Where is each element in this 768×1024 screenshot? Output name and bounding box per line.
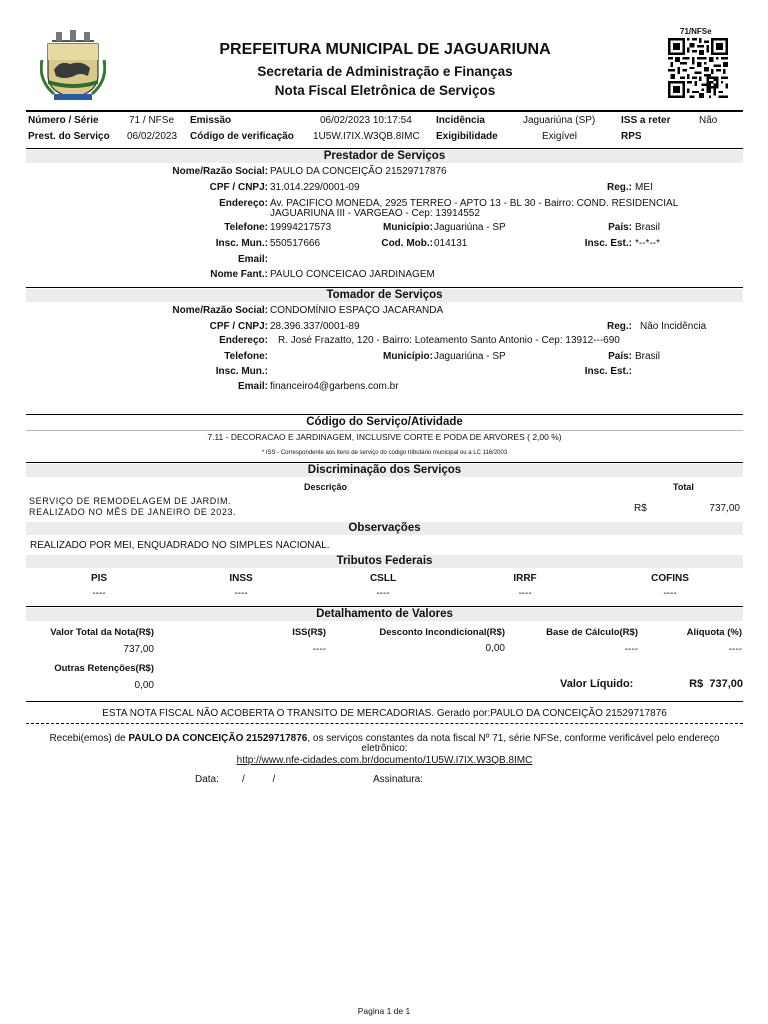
qr-code bbox=[668, 38, 728, 98]
tributo-csll-label: CSLL bbox=[369, 573, 397, 584]
secretariat-title: Secretaria de Administração e Finanças bbox=[257, 64, 513, 79]
base-value: ---- bbox=[624, 644, 638, 655]
valores-title: Detalhamento de Valores bbox=[26, 608, 743, 621]
prestador-cpf-value: 31.014.229/0001-09 bbox=[270, 182, 360, 193]
tributo-pis-label: PIS bbox=[90, 573, 108, 584]
discriminacao-title: Discriminação dos Serviços bbox=[26, 464, 743, 477]
tomador-endereco-label: Endereço: bbox=[219, 335, 268, 346]
servico-descricao: 7.11 - DECORACAO E JARDINAGEM, INCLUSIVE CORTE E PODA DE ARVORES ( 2,00 %) bbox=[207, 432, 562, 442]
tomador-endereco-value: R. José Frazatto, 120 - Bairro: Loteamento Santo Antonio - Cep: 13912---690 bbox=[278, 335, 620, 346]
tomador-insc-mun-label: Insc. Mun.: bbox=[215, 366, 268, 377]
exigibilidade-label: Exigibilidade bbox=[436, 131, 498, 142]
prestador-reg-label: Reg.: bbox=[607, 182, 632, 193]
observacoes-text: REALIZADO POR MEI, ENQUADRADO NO SIMPLES NACIONAL. bbox=[30, 540, 330, 551]
prestador-nome-label: Nome/Razão Social: bbox=[172, 166, 268, 177]
iss-reter-value: Não bbox=[699, 115, 718, 126]
prestador-cod-mob-label: Cod. Mob.: bbox=[381, 238, 433, 249]
col-total: Total bbox=[673, 482, 694, 492]
numero-serie-label: Número / Série bbox=[28, 115, 99, 126]
desconto-label: Desconto Incondicional(R$) bbox=[379, 627, 505, 638]
prestador-cod-mob-value: 014131 bbox=[434, 238, 468, 249]
prestador-reg-value: MEI bbox=[635, 182, 653, 193]
emissao-label: Emissão bbox=[190, 115, 232, 126]
tomador-cpf-value: 28.396.337/0001-89 bbox=[270, 321, 360, 332]
tomador-insc-est-label: Insc. Est.: bbox=[584, 366, 632, 377]
tributos-title: Tributos Federais bbox=[26, 555, 743, 568]
codigo-verif-label: Código de verificação bbox=[190, 131, 294, 142]
tomador-cpf-label: CPF / CNPJ: bbox=[209, 321, 268, 332]
col-descricao: Descrição bbox=[304, 482, 348, 492]
prestador-municipio-value: Jaguariúna - SP bbox=[434, 222, 506, 233]
tomador-nome-value: CONDOMÍNIO ESPAÇO JACARANDA bbox=[270, 305, 444, 316]
observacoes-title: Observações bbox=[26, 522, 743, 535]
municipality-title: PREFEITURA MUNICIPAL DE JAGUARIUNA bbox=[219, 41, 551, 58]
prestador-cpf-label: CPF / CNPJ: bbox=[209, 182, 268, 193]
prestador-endereco-label: Endereço: bbox=[219, 198, 268, 209]
discriminacao-currency: R$ bbox=[634, 503, 647, 514]
tomador-email-value: financeiro4@garbens.com.br bbox=[270, 381, 399, 392]
prestador-endereco-line2: JAGUARIUNA III - VARGEAO - Cep: 13914552 bbox=[270, 208, 480, 219]
numero-serie-value: 71 / NFSe bbox=[129, 115, 175, 126]
tributo-irrf-label: IRRF bbox=[513, 573, 537, 584]
emissao-value: 06/02/2023 10:17:54 bbox=[320, 115, 412, 126]
prestador-telefone-label: Telefone: bbox=[224, 222, 268, 233]
tomador-email-label: Email: bbox=[237, 381, 268, 392]
prestador-nome-value: PAULO DA CONCEIÇÃO 21529717876 bbox=[270, 166, 447, 177]
aliquota-value: ---- bbox=[728, 644, 742, 655]
recibo-line2: eletrônico: bbox=[361, 743, 408, 754]
tributo-csll-value: ---- bbox=[376, 588, 390, 599]
tributo-cofins-value: ---- bbox=[663, 588, 677, 599]
tomador-telefone-label: Telefone: bbox=[224, 351, 268, 362]
tomador-title: Tomador de Serviços bbox=[26, 289, 743, 302]
incidencia-label: Incidência bbox=[436, 115, 485, 126]
prestador-insc-est-value: *--*--* bbox=[635, 238, 660, 249]
doc-code-top: 71/NFSe bbox=[680, 27, 712, 36]
tributo-inss-label: INSS bbox=[229, 573, 253, 584]
aviso-text: ESTA NOTA FISCAL NÃO ACOBERTA O TRANSITO DE MERCADORIAS. Gerado por:PAULO DA CONCEIÇÃO 21529717876 bbox=[102, 708, 667, 719]
incidencia-value: Jaguariúna (SP) bbox=[523, 115, 596, 126]
recibo-suffix: , os serviços constantes da nota fiscal Nº 71, série NFSe, conforme verificável pelo endereço bbox=[307, 733, 720, 744]
iss-value: ---- bbox=[312, 644, 326, 655]
verification-url-link[interactable]: http://www.nfe-cidades.com.br/documento/1U5W.I7IX.W3QB.8IMC bbox=[236, 755, 533, 766]
prestador-title: Prestador de Serviços bbox=[26, 150, 743, 163]
valor-liquido-value: R$ 737,00 bbox=[689, 678, 743, 690]
recibo-prefix: Recebi(emos) de bbox=[49, 733, 129, 744]
prestador-insc-est-label: Insc. Est.: bbox=[584, 238, 632, 249]
city-crest bbox=[40, 30, 106, 102]
page-number: Pagina 1 de 1 bbox=[357, 1006, 411, 1016]
servico-title: Código do Serviço/Atividade bbox=[306, 416, 463, 428]
data-slashes: / / bbox=[242, 774, 276, 785]
prestador-municipio-label: Município: bbox=[383, 222, 433, 233]
prestador-insc-mun-value: 550517666 bbox=[270, 238, 321, 249]
tomador-nome-label: Nome/Razão Social: bbox=[172, 305, 268, 316]
prestador-pais-label: País: bbox=[608, 222, 632, 233]
outras-retencoes-label: Outras Retenções(R$) bbox=[54, 663, 154, 674]
iss-label: ISS(R$) bbox=[292, 627, 326, 638]
discriminacao-total: 737,00 bbox=[709, 503, 740, 514]
tomador-municipio-label: Município: bbox=[383, 351, 433, 362]
prest-servico-value: 06/02/2023 bbox=[127, 131, 178, 142]
aliquota-label: Alíquota (%) bbox=[686, 627, 742, 638]
iss-reter-label: ISS a reter bbox=[621, 115, 671, 126]
valor-total-label: Valor Total da Nota(R$) bbox=[50, 627, 154, 638]
verification-url-wrap bbox=[26, 755, 743, 766]
valor-total-value: 737,00 bbox=[123, 644, 154, 655]
prestador-endereco-line1: Av. PACIFICO MONEDA, 2925 TERREO - APTO 13 - BL 30 - Bairro: COND. RESIDENCIAL bbox=[270, 198, 679, 209]
tributo-inss-value: ---- bbox=[234, 588, 248, 599]
tomador-reg-label: Reg.: bbox=[607, 321, 632, 332]
discriminacao-line1: SERVIÇO DE REMODELAGEM DE JARDIM. bbox=[29, 496, 232, 506]
rps-label: RPS bbox=[621, 131, 642, 142]
tomador-pais-label: País: bbox=[608, 351, 632, 362]
desconto-value: 0,00 bbox=[485, 643, 505, 654]
doc-title: Nota Fiscal Eletrônica de Serviços bbox=[274, 83, 496, 98]
base-label: Base de Cálculo(R$) bbox=[546, 627, 638, 638]
outras-retencoes-value: 0,00 bbox=[134, 680, 154, 691]
valor-liquido-label: Valor Líquido: bbox=[560, 678, 634, 690]
prestador-nome-fant-label: Nome Fant.: bbox=[210, 269, 268, 280]
tomador-pais-value: Brasil bbox=[635, 351, 661, 362]
prestador-nome-fant-value: PAULO CONCEICAO JARDINAGEM bbox=[270, 269, 435, 280]
tomador-municipio-value: Jaguariúna - SP bbox=[434, 351, 506, 362]
tributo-pis-value: ---- bbox=[92, 588, 106, 599]
prestador-pais-value: Brasil bbox=[635, 222, 661, 233]
servico-nota: * ISS - Correspondente aos itens de serviço do código tributário municipal ou a LC 116/2003 bbox=[261, 450, 508, 456]
tributo-cofins-label: COFINS bbox=[651, 573, 689, 584]
prestador-email-label: Email: bbox=[237, 254, 268, 265]
recibo-prestador-name: PAULO DA CONCEIÇÃO 21529717876 bbox=[128, 733, 308, 744]
tributo-irrf-value: ---- bbox=[518, 588, 532, 599]
exigibilidade-value: Exigível bbox=[542, 131, 578, 142]
tomador-reg-value: Não Incidência bbox=[640, 321, 707, 332]
data-label: Data: bbox=[195, 774, 219, 785]
prest-servico-label: Prest. do Serviço bbox=[28, 131, 110, 142]
discriminacao-line2: REALIZADO NO MÊS DE JANEIRO DE 2023. bbox=[29, 507, 237, 517]
assinatura-label: Assinatura: bbox=[373, 774, 424, 785]
codigo-verif-value: 1U5W.I7IX.W3QB.8IMC bbox=[313, 131, 420, 142]
prestador-insc-mun-label: Insc. Mun.: bbox=[215, 238, 268, 249]
prestador-telefone-value: 19994217573 bbox=[270, 222, 332, 233]
